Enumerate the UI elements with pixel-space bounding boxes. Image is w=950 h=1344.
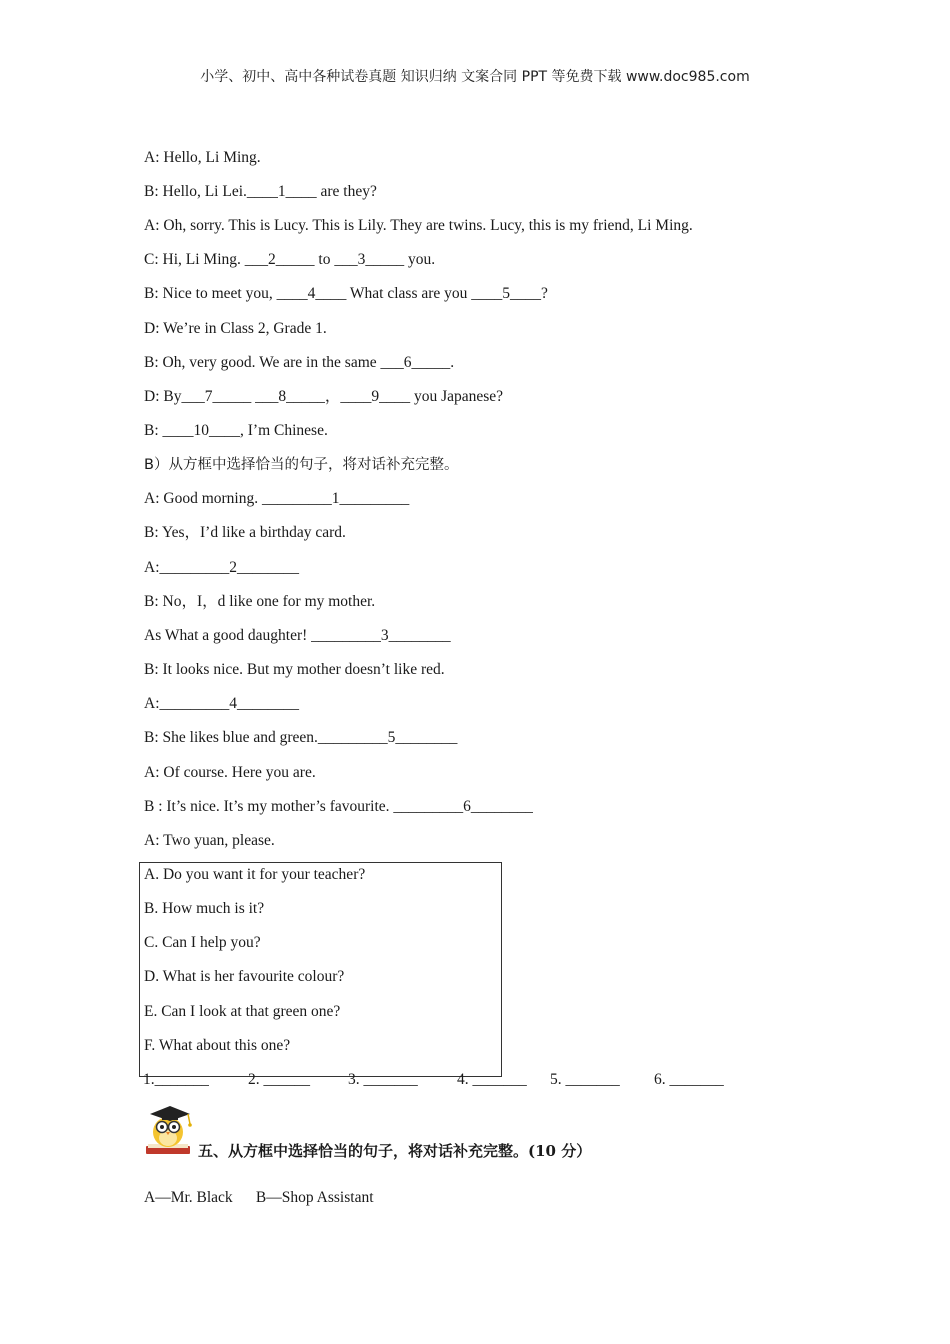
answer-blank[interactable]: 5. _______ (550, 1071, 620, 1088)
dialog-line: B: It looks nice. But my mother doesn’t like red. (144, 661, 445, 678)
answer-blanks-row (0, 1071, 950, 1091)
dialog-line: D: By___7_____ ___8_____，____9____ you Japanese? (144, 388, 504, 405)
option-item: A. Do you want it for your teacher? (144, 866, 366, 883)
dialog-line: B: Yes，I’d like a birthday card. (144, 524, 346, 541)
dialog-line: A: Two yuan, please. (144, 832, 275, 849)
answer-blank[interactable]: 3. _______ (348, 1071, 418, 1088)
answer-blank[interactable]: 1._______ (143, 1071, 209, 1088)
dialog-line: B: No，I，d like one for my mother. (144, 593, 376, 610)
dialog-line: A:_________2________ (144, 559, 299, 576)
dialog-line: A: Of course. Here you are. (144, 764, 316, 781)
owl-scholar-icon (142, 1100, 198, 1158)
option-item: D. What is her favourite colour? (144, 968, 345, 985)
dialog-line: B: Hello, Li Lei.____1____ are they? (144, 183, 377, 200)
answer-blank[interactable]: 4. _______ (457, 1071, 527, 1088)
dialog-line: B : It’s nice. It’s my mother’s favourite. _________6________ (144, 798, 533, 815)
section-five-title: 五、从方框中选择恰当的句子，将对话补充完整。(10 分） (198, 1142, 592, 1160)
dialog-line: A:_________4________ (144, 695, 299, 712)
answer-blank[interactable]: 2. ______ (248, 1071, 310, 1088)
section-b-instruction: B）从方框中选择恰当的句子，将对话补充完整。 (144, 457, 459, 473)
dialog-line: A: Good morning. _________1_________ (144, 490, 410, 507)
dialog-line: A: Oh, sorry. This is Lucy. This is Lily. They are twins. Lucy, this is my friend, Li Ming. (144, 217, 693, 234)
dialog-line: A: Hello, Li Ming. (144, 149, 261, 166)
dialog-line: C: Hi, Li Ming. ___2_____ to ___3_____ you. (144, 251, 436, 268)
option-item: C. Can I help you? (144, 934, 261, 951)
page-header: 小学、初中、高中各种试卷真题 知识归纳 文案合同 PPT 等免费下载 www.doc985.com (200, 69, 750, 85)
option-item: E. Can I look at that green one? (144, 1003, 341, 1020)
option-item: B. How much is it? (144, 900, 265, 917)
dialog-line: D: We’re in Class 2, Grade 1. (144, 320, 327, 337)
dialog-line: B: ____10____, I’m Chinese. (144, 422, 328, 439)
option-item: F. What about this one? (144, 1037, 291, 1054)
dialog-line: As What a good daughter! _________3________ (144, 627, 451, 644)
roles-line: A—Mr. Black B—Shop Assistant (144, 1189, 374, 1206)
dialog-line: B: She likes blue and green._________5________ (144, 729, 458, 746)
dialog-line: B: Nice to meet you, ____4____ What class are you ____5____? (144, 285, 548, 302)
dialog-line: B: Oh, very good. We are in the same ___6_____. (144, 354, 455, 371)
answer-blank[interactable]: 6. _______ (654, 1071, 724, 1088)
